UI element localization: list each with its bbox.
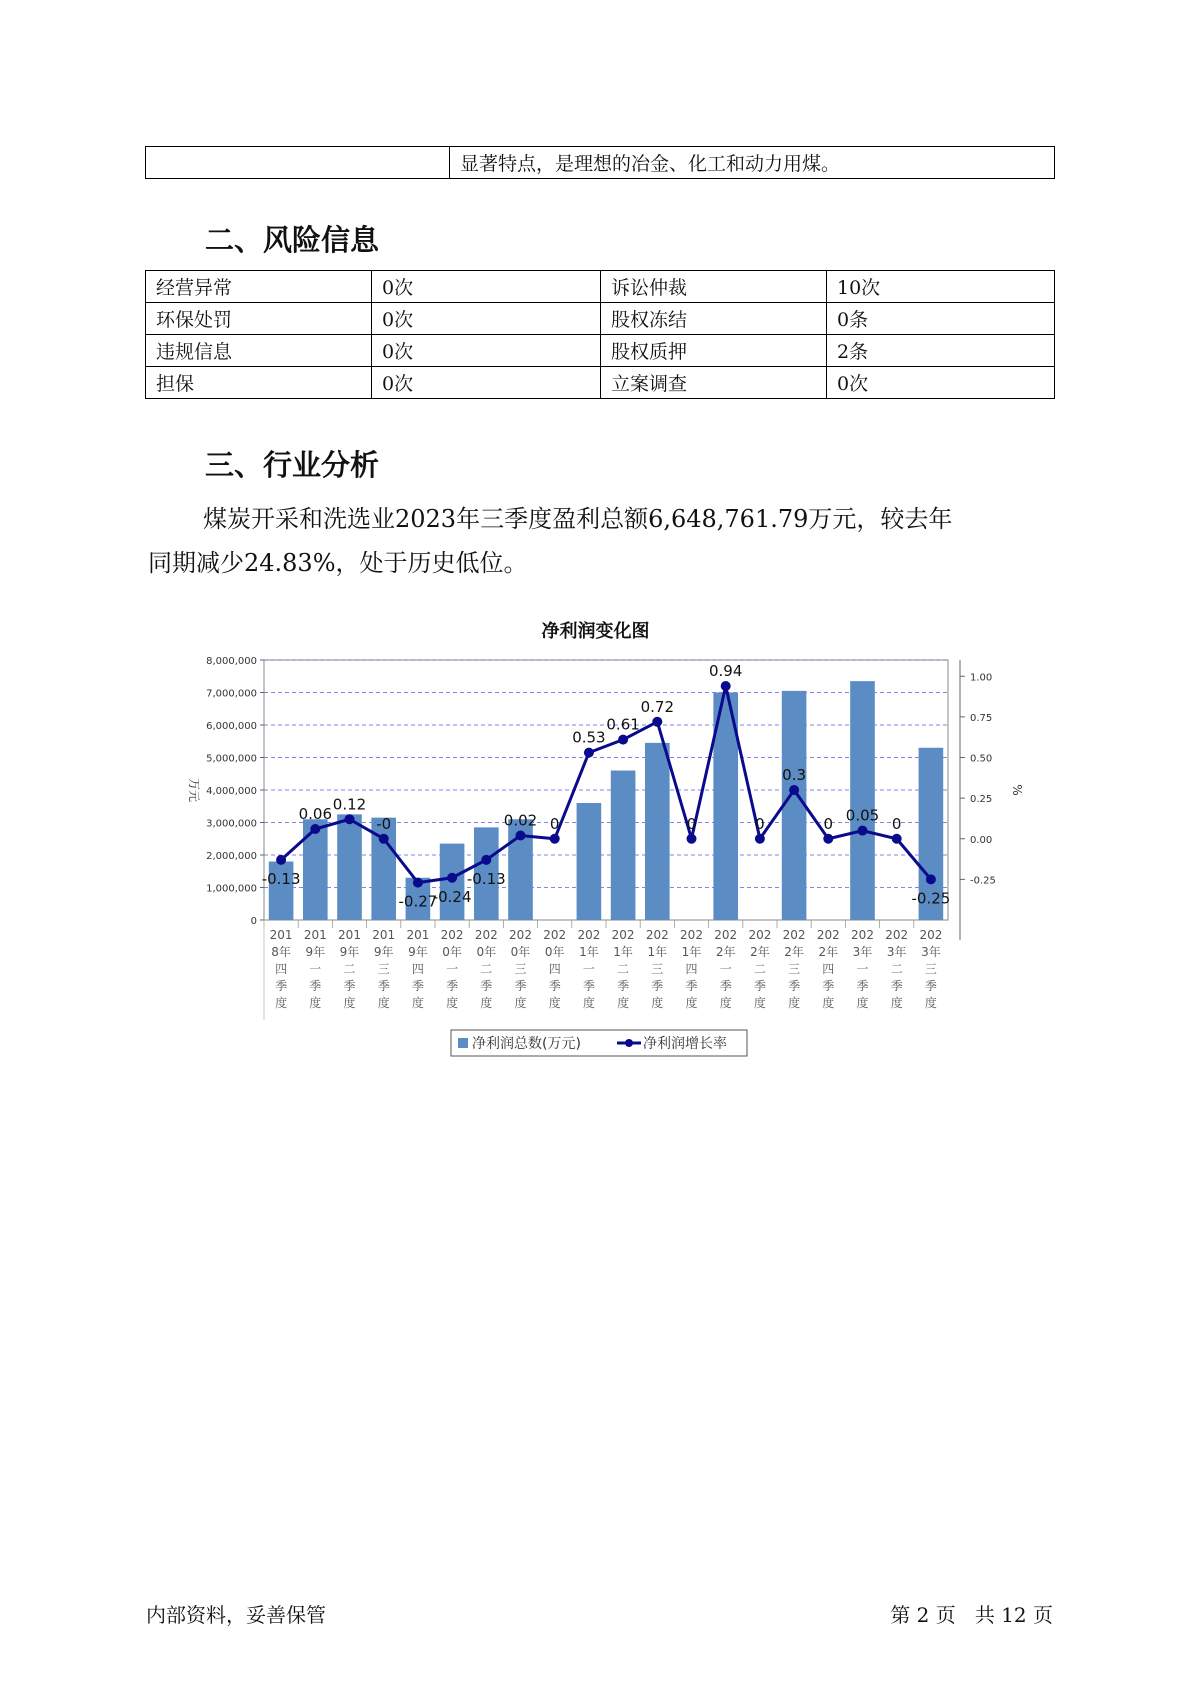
growth-point [276,855,286,865]
growth-data-label: -0.13 [466,869,506,888]
top-table-left-cell [146,147,450,179]
y-tick-label: 4,000,000 [206,786,257,797]
table-row [146,271,1055,303]
growth-point [345,814,355,824]
net-profit-chart [0,640,1191,1080]
growth-data-label: 0 [549,814,560,833]
growth-data-label: 0 [823,814,834,833]
risk-value: 0次 [827,367,1055,399]
risk-label: 违规信息 [146,335,372,367]
growth-data-label: 0.61 [606,715,640,734]
risk-label: 立案调查 [601,367,827,399]
bar [611,771,636,921]
growth-point [550,834,560,844]
x-tick-label: 202 1年一季度 [577,928,601,1010]
y2-tick-label: 1.00 [970,672,993,684]
growth-data-label: -0.25 [911,889,951,908]
bar [850,681,875,920]
risk-label: 环保处罚 [146,303,372,335]
risk-table [145,270,1055,399]
risk-value: 0次 [372,303,601,335]
y-tick-label: 6,000,000 [206,721,257,732]
growth-data-label: 0.94 [708,662,743,680]
x-tick-label: 202 3年三季度 [919,928,943,1010]
table-row [146,303,1055,335]
y2-axis-label: % [1010,784,1024,796]
x-tick-label: 201 9年一季度 [303,928,327,1010]
legend-line-marker [625,1039,633,1047]
growth-data-label: 0 [891,814,902,833]
growth-data-label: 0 [755,814,765,833]
growth-point [789,785,799,795]
table-row [146,335,1055,367]
growth-point [447,873,457,883]
chart-title: 净利润变化图 [541,621,650,642]
risk-label: 经营异常 [146,271,372,303]
x-tick-label: 202 1年四季度 [680,928,703,1010]
growth-data-label: -0 [376,814,392,833]
growth-data-label: 0 [686,814,697,833]
growth-data-label: 0.3 [782,766,807,784]
risk-label: 股权冻结 [601,303,827,335]
growth-point [823,834,833,844]
risk-value: 0次 [372,367,601,399]
y2-tick-label: 0.75 [970,712,993,724]
y-tick-label: 1,000,000 [206,883,257,895]
x-tick-label: 202 2年四季度 [816,928,840,1010]
y-tick-label: 0 [250,916,257,927]
growth-point [310,824,320,834]
bar [337,814,362,920]
x-tick-label: 201 8年四季度 [269,928,293,1010]
growth-data-label: 0.53 [572,728,606,747]
bar [303,819,328,920]
risk-value: 2条 [827,335,1055,367]
growth-data-label: -0.13 [261,869,301,888]
x-tick-label: 202 0年二季度 [474,928,498,1010]
growth-point [584,748,594,758]
analysis-line-1: 煤炭开采和洗选业2023年三季度盈利总额6,648,761.79万元，较去年 [203,505,953,533]
table-row [146,367,1055,399]
legend-bar-label: 净利润总数(万元) [472,1036,581,1052]
risk-label: 诉讼仲裁 [601,271,827,303]
growth-point [687,834,697,844]
x-tick-label: 202 2年三季度 [782,928,806,1010]
y2-tick-label: -0.25 [970,875,996,887]
section-heading-risk: 二、风险信息 [205,223,380,257]
analysis-line-2: 同期减少24.83%，处于历史低位。 [148,549,528,577]
growth-point [926,874,936,884]
legend-line-label: 净利润增长率 [643,1036,727,1052]
x-tick-label: 202 1年二季度 [611,928,635,1010]
bar [782,691,807,920]
page-number: 第 2 页 共 12 页 [890,1603,1053,1627]
growth-point [858,826,868,836]
x-tick-label: 202 3年二季度 [885,928,909,1010]
growth-point [618,735,628,745]
x-tick-label: 202 2年一季度 [714,928,738,1010]
y-tick-label: 3,000,000 [206,818,257,830]
x-tick-label: 202 0年三季度 [509,928,532,1010]
risk-value: 10次 [827,271,1055,303]
growth-point [721,681,731,691]
y-tick-label: 2,000,000 [206,851,257,862]
x-tick-label: 202 1年三季度 [645,928,669,1010]
x-tick-label: 202 3年一季度 [851,928,874,1010]
growth-point [755,834,765,844]
x-tick-label: 202 2年二季度 [748,928,772,1010]
top-table-right-cell: 显著特点，是理想的冶金、化工和动力用煤。 [450,147,1055,179]
footer-left: 内部资料，妥善保管 [146,1603,326,1627]
x-tick-label: 202 0年一季度 [440,928,464,1010]
bar [645,743,670,920]
y-tick-label: 5,000,000 [206,753,257,765]
section-heading-industry: 三、行业分析 [205,448,380,482]
growth-point [481,855,491,865]
top-table [145,146,1055,179]
y2-tick-label: 0.50 [970,753,993,765]
growth-point [892,834,902,844]
y-tick-label: 8,000,000 [206,656,257,667]
risk-value: 0次 [372,335,601,367]
risk-value: 0次 [372,271,601,303]
legend-bar-swatch [458,1038,468,1048]
y-tick-label: 7,000,000 [206,688,257,700]
risk-label: 担保 [146,367,372,399]
y2-tick-label: 0.25 [970,794,993,806]
growth-data-label: -0.27 [398,892,438,911]
growth-data-label: 0.12 [332,795,367,814]
growth-point [652,717,662,727]
bar [577,803,602,920]
risk-label: 股权质押 [601,335,827,367]
growth-data-label: 0.72 [640,697,675,716]
x-tick-label: 201 9年二季度 [338,928,361,1010]
y-axis-label: 万元 [187,777,201,803]
growth-point [413,878,423,888]
growth-data-label: 0.02 [503,811,538,830]
y2-tick-label: 0.00 [970,834,993,846]
x-tick-label: 201 9年三季度 [372,928,396,1010]
x-tick-label: 202 0年四季度 [543,928,567,1010]
risk-value: 0条 [827,303,1055,335]
x-tick-label: 201 9年四季度 [406,928,430,1010]
growth-point [516,831,526,841]
growth-data-label: -0.24 [432,887,472,906]
growth-data-label: 0.05 [845,806,880,825]
growth-point [379,834,389,844]
growth-data-label: 0.06 [298,805,333,823]
